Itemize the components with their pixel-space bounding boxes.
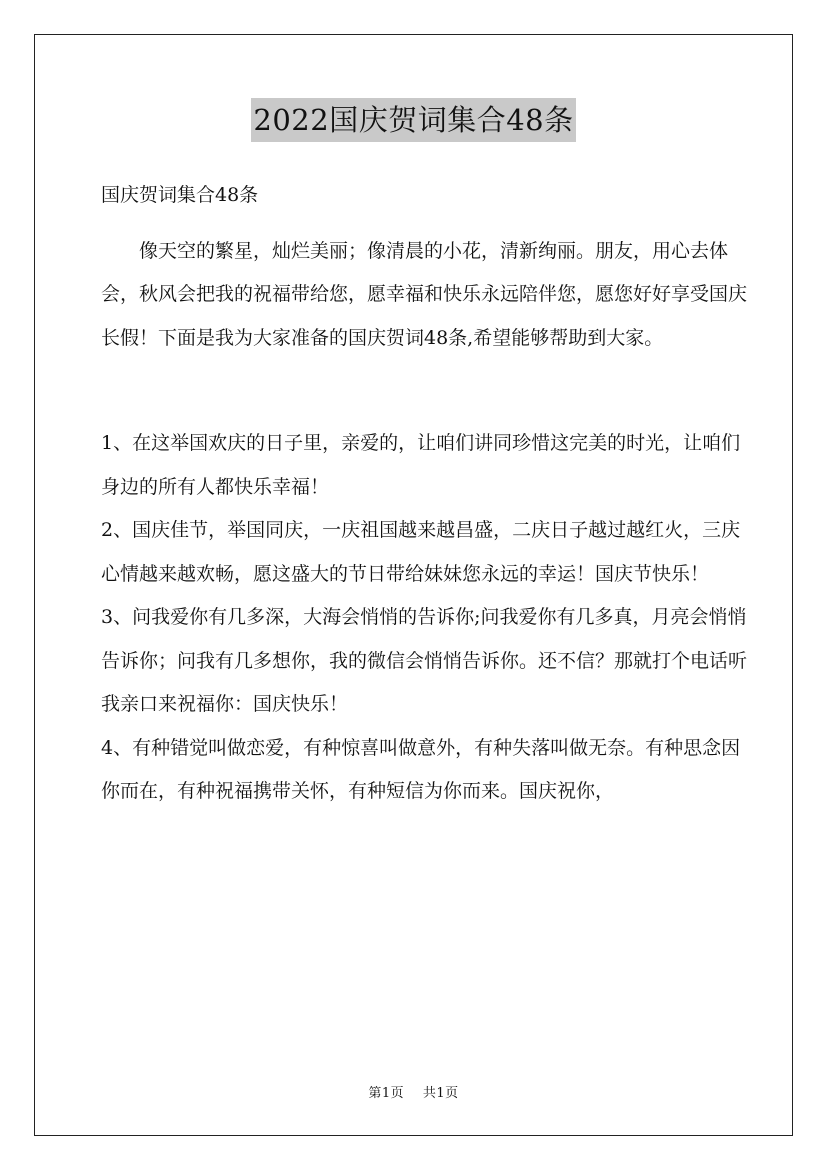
page-number: 第1页 [368, 1086, 405, 1101]
document-subtitle: 国庆贺词集合48条 [101, 184, 259, 206]
greeting-item-4: 4、有种错觉叫做恋爱，有种惊喜叫做意外，有种失落叫做无奈。有种思念因你而在，有种祝福携带关怀，有种短信为你而来。国庆祝你， [101, 736, 741, 802]
greeting-item-2: 2、国庆佳节，举国同庆，一庆祖国越来越昌盛，二庆日子越过越红火，三庆心情越来越欢畅，愿这盛大的节日带给妹妹您永远的幸运！国庆节快乐！ [101, 519, 741, 585]
section-spacer [101, 360, 749, 422]
intro-paragraph: 像天空的繁星，灿烂美丽；像清晨的小花，清新绚丽。朋友，用心去体会，秋风会把我的祝福带给您，愿幸福和快乐永远陪伴您，愿您好好享受国庆长假！下面是我为大家准备的国庆贺词48条,希望能够帮助到大家。 [101, 239, 748, 349]
document-title: 2022国庆贺词集合48条 [251, 98, 575, 142]
title-container [0, 98, 827, 142]
page-total: 共1页 [422, 1086, 459, 1101]
greeting-item-1: 1、在这举国欢庆的日子里，亲爱的，让咱们讲同珍惜这完美的时光，让咱们身边的所有人都快乐幸福！ [101, 432, 741, 498]
page-footer [0, 1082, 827, 1101]
greeting-item-3: 3、问我爱你有几多深，大海会悄悄的告诉你;问我爱你有几多真，月亮会悄悄告诉你；问我有几多想你，我的微信会悄悄告诉你。还不信？那就打个电话听我亲口来祝福你：国庆快乐！ [101, 606, 748, 715]
document-body [101, 174, 749, 814]
